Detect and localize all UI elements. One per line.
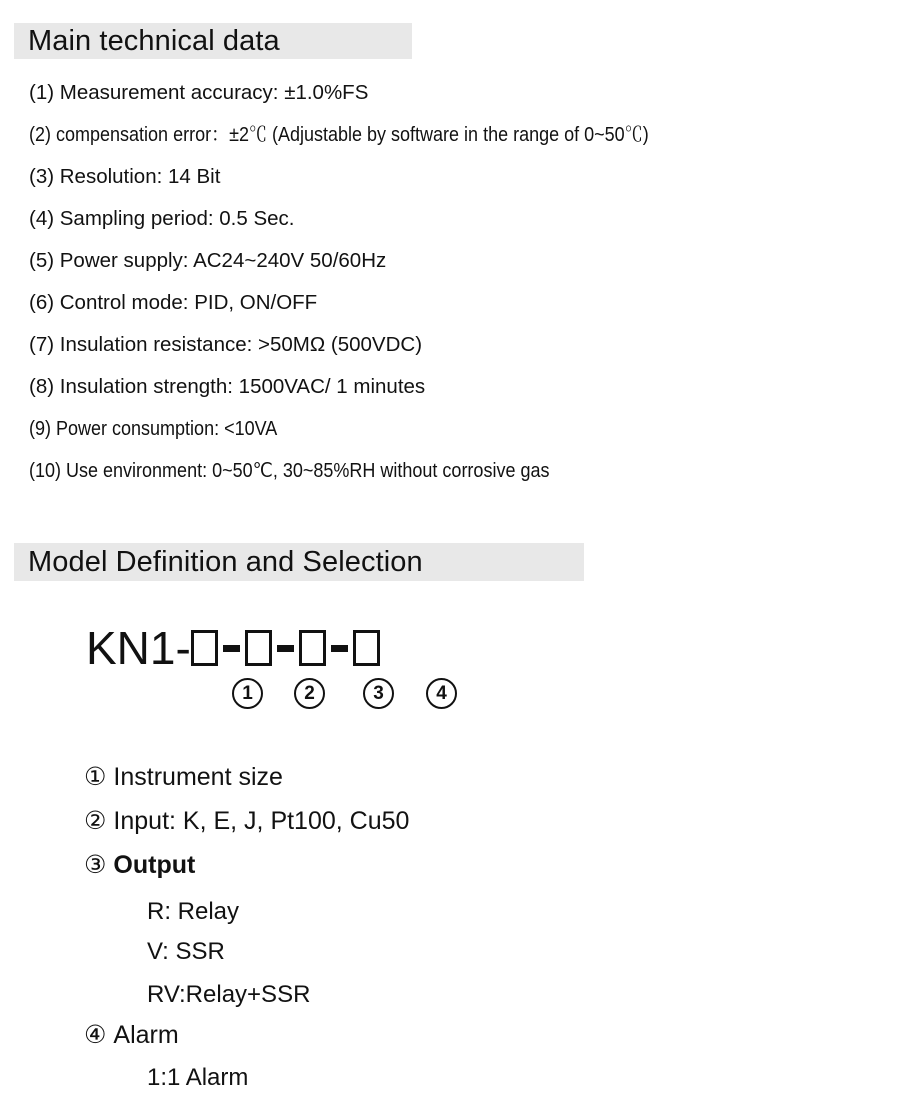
legend-item-alarm	[84, 1022, 179, 1048]
spec-item-4-text: (4) Sampling period: 0.5 Sec.	[29, 207, 295, 230]
model-code-box-4	[353, 630, 380, 666]
alarm-option-one-to-one	[147, 1066, 248, 1090]
spec-item-1-text: (1) Measurement accuracy: ±1.0%FS	[29, 81, 369, 104]
legend-item-input-label: Input: K, E, J, Pt100, Cu50	[113, 807, 410, 835]
output-option-relay	[147, 900, 239, 924]
model-code-marker-4	[426, 678, 457, 709]
legend-item-alarm-label: Alarm	[113, 1021, 179, 1049]
output-option-relay-label: R: Relay	[147, 898, 240, 925]
model-code-dash-1	[223, 645, 240, 652]
circled-one-icon: ①	[84, 762, 107, 791]
model-code-marker-3-label: 3	[373, 683, 384, 704]
spec-item-6-text: (6) Control mode: PID, ON/OFF	[29, 291, 318, 314]
spec-item-7	[29, 334, 422, 356]
heading-main-label: Main technical data	[28, 24, 280, 57]
model-code-marker-4-label: 4	[436, 683, 447, 704]
page-title-main-technical-data	[14, 23, 412, 59]
spec-item-5-text: (5) Power supply: AC24~240V 50/60Hz	[29, 249, 387, 272]
legend-item-input	[84, 808, 409, 834]
model-code-dash-2	[277, 645, 294, 652]
model-code-box-2	[245, 630, 272, 666]
model-code-box-3	[299, 630, 326, 666]
spec-item-3	[29, 166, 220, 188]
spec-item-10-text: (10) Use environment: 0~50℃, 30~85%RH without corrosive gas	[29, 460, 550, 482]
output-option-ssr	[147, 940, 225, 964]
spec-item-8-text: (8) Insulation strength: 1500VAC/ 1 minutes	[29, 375, 426, 398]
spec-item-1	[29, 82, 368, 104]
heading-model-label: Model Definition and Selection	[28, 545, 423, 578]
output-option-relay-plus-ssr-label: RV:Relay+SSR	[147, 981, 311, 1008]
spec-item-9	[29, 418, 277, 440]
model-code-marker-1	[232, 678, 263, 709]
legend-item-instrument-size-label: Instrument size	[113, 763, 283, 791]
spec-item-3-text: (3) Resolution: 14 Bit	[29, 165, 221, 188]
circled-three-icon: ③	[84, 850, 107, 879]
model-code-marker-3	[363, 678, 394, 709]
model-code-marker-2-label: 2	[304, 683, 315, 704]
spec-item-2	[29, 124, 649, 146]
output-option-ssr-label: V: SSR	[147, 938, 225, 965]
spec-item-10	[29, 460, 549, 482]
legend-item-output-label: Output	[113, 851, 196, 879]
spec-item-6	[29, 292, 317, 314]
circled-four-icon: ④	[84, 1020, 107, 1049]
output-option-relay-plus-ssr	[147, 983, 310, 1007]
model-code-box-1	[191, 630, 218, 666]
circled-two-icon: ②	[84, 806, 107, 835]
spec-item-5	[29, 250, 386, 272]
model-code-diagram	[86, 620, 380, 676]
spec-item-7-text: (7) Insulation resistance: >50MΩ (500VDC)	[29, 333, 423, 356]
spec-item-2-text: (2) compensation error：±2℃ (Adjustable by software in the range of 0~50℃)	[29, 124, 649, 146]
alarm-option-one-to-one-label: 1:1 Alarm	[147, 1064, 249, 1091]
legend-item-output	[84, 852, 195, 878]
spec-item-9-text: (9) Power consumption: <10VA	[29, 418, 278, 440]
model-code-marker-row	[0, 678, 900, 718]
spec-item-8	[29, 376, 425, 398]
model-code-marker-2	[294, 678, 325, 709]
model-code-marker-1-label: 1	[242, 683, 253, 704]
spec-item-4	[29, 208, 295, 230]
legend-item-instrument-size	[84, 764, 283, 790]
model-code-prefix: KN1-	[86, 622, 191, 674]
page-title-model-definition	[14, 543, 584, 581]
model-code-dash-3	[331, 645, 348, 652]
